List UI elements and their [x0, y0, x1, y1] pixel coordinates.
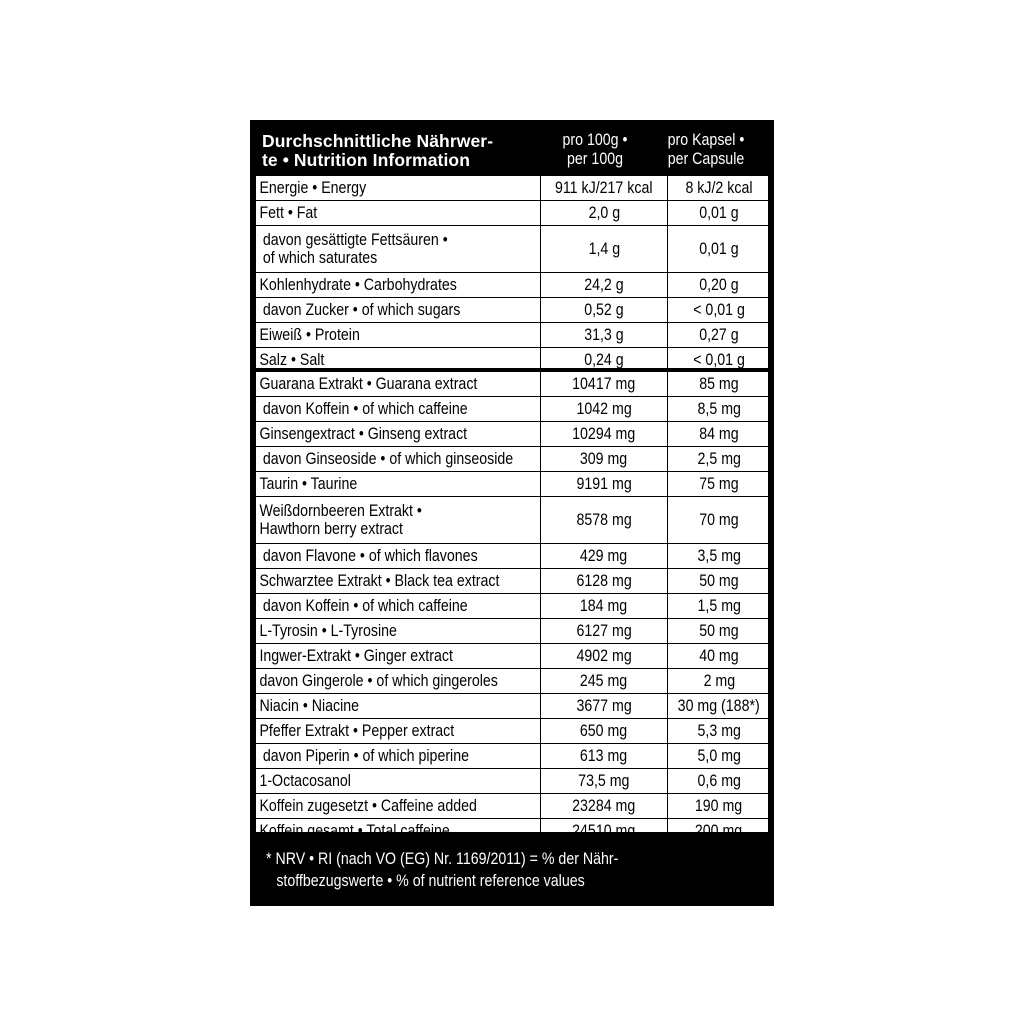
- table-row: [256, 273, 770, 298]
- value-per-100g: 73,5 mg: [541, 769, 668, 794]
- table-row: [256, 644, 770, 669]
- value-per-100g: 650 mg: [541, 719, 668, 744]
- table-row: [256, 569, 770, 594]
- value-per-100g: 24,2 g: [541, 273, 668, 298]
- value-per-capsule: 8 kJ/2 kcal: [668, 176, 771, 201]
- value-per-100g: 10417 mg: [541, 372, 668, 397]
- value-per-100g: 4902 mg: [541, 644, 668, 669]
- table-row: [256, 201, 770, 226]
- nutrient-name: 1-Octacosanol: [256, 769, 541, 794]
- nutrient-name: L-Tyrosin • L-Tyrosine: [256, 619, 541, 644]
- nutrition-panel: [256, 176, 768, 368]
- value-per-100g: 184 mg: [541, 594, 668, 619]
- value-per-100g: 309 mg: [541, 447, 668, 472]
- value-per-100g: 613 mg: [541, 744, 668, 769]
- value-per-capsule: 0,6 mg: [668, 769, 771, 794]
- value-per-capsule: 75 mg: [668, 472, 771, 497]
- table-row: [256, 669, 770, 694]
- value-per-capsule: 50 mg: [668, 619, 771, 644]
- nutrient-name: Pfeffer Extrakt • Pepper extract: [256, 719, 541, 744]
- value-per-100g: 2,0 g: [541, 201, 668, 226]
- table-row: [256, 422, 770, 447]
- table-row: [256, 298, 770, 323]
- nutrient-name: davon Ginseoside • of which ginseoside: [256, 447, 541, 472]
- nutrition-label: [250, 120, 774, 906]
- nutrient-name: davon Zucker • of which sugars: [256, 298, 541, 323]
- nutrient-name: Taurin • Taurine: [256, 472, 541, 497]
- value-per-capsule: 2 mg: [668, 669, 771, 694]
- value-per-capsule: 8,5 mg: [668, 397, 771, 422]
- value-per-capsule: 2,5 mg: [668, 447, 771, 472]
- value-per-capsule: < 0,01 g: [668, 298, 771, 323]
- title-line-2: te • Nutrition Information: [262, 150, 471, 170]
- nutrient-name-line-1: Weißdornbeeren Extrakt •: [259, 501, 422, 520]
- extracts-panel: [256, 372, 768, 840]
- footnote-line-2: stoffbezugswerte • % of nutrient reference values: [276, 872, 585, 890]
- value-per-capsule: 5,0 mg: [668, 744, 771, 769]
- value-per-capsule: 5,3 mg: [668, 719, 771, 744]
- table-row: [256, 769, 770, 794]
- nutrient-name: [256, 226, 541, 273]
- nutrient-name: Ginsengextract • Ginseng extract: [256, 422, 541, 447]
- nutrient-name: Schwarztee Extrakt • Black tea extract: [256, 569, 541, 594]
- nutrient-name: davon Gingerole • of which gingeroles: [256, 669, 541, 694]
- value-per-100g: 24510 mg: [541, 819, 668, 844]
- table-row: [256, 472, 770, 497]
- value-per-capsule: 50 mg: [668, 569, 771, 594]
- col1-line-1: pro 100g •: [562, 131, 628, 149]
- table-row: [256, 544, 770, 569]
- nutrient-name-line-2: of which saturates: [262, 248, 378, 267]
- value-per-capsule: 85 mg: [668, 372, 771, 397]
- footnote-line-1: * NRV • RI (nach VO (EG) Nr. 1169/2011) = % der Nähr-: [266, 850, 619, 868]
- table-row: [256, 497, 770, 544]
- nutrient-name: davon Koffein • of which caffeine: [256, 594, 541, 619]
- nutrient-name: Fett • Fat: [256, 201, 541, 226]
- table-row: [256, 348, 770, 373]
- nutrient-name: Guarana Extrakt • Guarana extract: [256, 372, 541, 397]
- table-row: [256, 744, 770, 769]
- footnote: [266, 848, 766, 892]
- table-header: [250, 120, 774, 176]
- nutrient-name: Ingwer-Extrakt • Ginger extract: [256, 644, 541, 669]
- col1-line-2: per 100g: [566, 150, 624, 168]
- nutrient-name-line-2: Hawthorn berry extract: [259, 519, 403, 538]
- nutrient-name: davon Koffein • of which caffeine: [256, 397, 541, 422]
- value-per-100g: 23284 mg: [541, 794, 668, 819]
- table-row: [256, 594, 770, 619]
- nutrient-name: [256, 497, 541, 544]
- table-row: [256, 719, 770, 744]
- nutrient-name-line-1: davon gesättigte Fettsäuren •: [262, 230, 448, 249]
- col2-line-1: pro Kapsel •: [667, 131, 745, 149]
- table-row: [256, 226, 770, 273]
- nutrient-name: Niacin • Niacine: [256, 694, 541, 719]
- table-row: [256, 694, 770, 719]
- table-row: [256, 176, 770, 201]
- table-row: [256, 397, 770, 422]
- value-per-100g: 1042 mg: [541, 397, 668, 422]
- value-per-capsule: 0,27 g: [668, 323, 771, 348]
- value-per-100g: 911 kJ/217 kcal: [541, 176, 668, 201]
- value-per-capsule: 84 mg: [668, 422, 771, 447]
- table-row: [256, 819, 770, 844]
- table-row: [256, 794, 770, 819]
- value-per-100g: 429 mg: [541, 544, 668, 569]
- table-row: [256, 323, 770, 348]
- nutrient-name: Energie • Energy: [256, 176, 541, 201]
- value-per-100g: 6127 mg: [541, 619, 668, 644]
- col2-line-2: per Capsule: [667, 150, 745, 168]
- nutrient-name: Eiweiß • Protein: [256, 323, 541, 348]
- nutrient-name: Koffein zugesetzt • Caffeine added: [256, 794, 541, 819]
- value-per-100g: 10294 mg: [541, 422, 668, 447]
- value-per-capsule: 40 mg: [668, 644, 771, 669]
- title-line-1: Durchschnittliche Nährwer-: [262, 131, 494, 151]
- column-header-per-100g: [539, 131, 651, 169]
- value-per-capsule: 0,20 g: [668, 273, 771, 298]
- value-per-capsule: 3,5 mg: [668, 544, 771, 569]
- value-per-capsule: 30 mg (188*): [668, 694, 771, 719]
- value-per-100g: 3677 mg: [541, 694, 668, 719]
- value-per-capsule: 190 mg: [668, 794, 771, 819]
- extracts-table: [256, 372, 770, 844]
- value-per-capsule: 200 mg: [668, 819, 771, 844]
- value-per-100g: 9191 mg: [541, 472, 668, 497]
- nutrient-name: Koffein gesamt • Total caffeine: [256, 819, 541, 844]
- table-row: [256, 447, 770, 472]
- value-per-capsule: 0,01 g: [668, 226, 771, 273]
- nutrient-name: Salz • Salt: [256, 348, 541, 373]
- value-per-100g: 0,52 g: [541, 298, 668, 323]
- column-header-per-capsule: [658, 131, 754, 169]
- value-per-100g: 8578 mg: [541, 497, 668, 544]
- nutrient-name: davon Flavone • of which flavones: [256, 544, 541, 569]
- nutrient-name: davon Piperin • of which piperine: [256, 744, 541, 769]
- table-title: [262, 132, 538, 170]
- value-per-capsule: 70 mg: [668, 497, 771, 544]
- value-per-capsule: 0,01 g: [668, 201, 771, 226]
- value-per-capsule: 1,5 mg: [668, 594, 771, 619]
- value-per-100g: 6128 mg: [541, 569, 668, 594]
- value-per-100g: 0,24 g: [541, 348, 668, 373]
- value-per-100g: 245 mg: [541, 669, 668, 694]
- value-per-capsule: < 0,01 g: [668, 348, 771, 373]
- value-per-100g: 31,3 g: [541, 323, 668, 348]
- value-per-100g: 1,4 g: [541, 226, 668, 273]
- table-row: [256, 619, 770, 644]
- nutrient-name: Kohlenhydrate • Carbohydrates: [256, 273, 541, 298]
- table-row: [256, 372, 770, 397]
- nutrition-table: [256, 176, 770, 373]
